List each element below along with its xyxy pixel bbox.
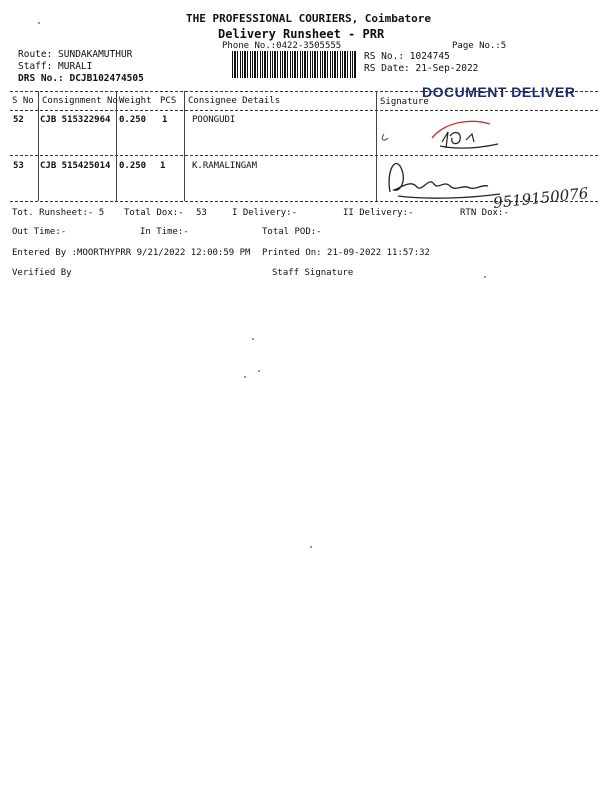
row-pcs: 1: [162, 115, 168, 125]
rtn-dox: RTN Dox:-: [460, 208, 509, 218]
column-header-pcs: PCS: [160, 96, 177, 106]
total-runsheet: Tot. Runsheet:- 5: [12, 208, 105, 218]
row-weight: 0.250: [119, 161, 147, 171]
row-pcs: 1: [160, 161, 166, 171]
staff-signature: Staff Signature: [272, 268, 354, 278]
scan-speck: [38, 22, 40, 24]
scan-speck: [252, 338, 254, 340]
row-consignment: CJB 515425014: [40, 161, 111, 171]
row-sno: 52: [13, 115, 24, 125]
staff: Staff: MURALI: [18, 61, 93, 72]
column-divider: [116, 91, 117, 201]
scan-speck: [310, 546, 312, 548]
company-name: THE PROFESSIONAL COURIERS, Coimbatore: [186, 12, 432, 25]
barcode: [232, 51, 357, 78]
tick-mark: [382, 134, 388, 140]
column-divider: [184, 91, 185, 201]
column-divider: [38, 91, 39, 201]
phone-number: Phone No.:0422-3505555: [222, 41, 342, 51]
entered-by: Entered By :MOORTHYPRR 9/21/2022 12:00:59 PM: [12, 248, 251, 258]
printed-on: Printed On: 21-09-2022 11:57:32: [262, 248, 430, 258]
column-header-consignment: Consignment No: [42, 96, 118, 106]
row-consignee: K.RAMALINGAM: [192, 161, 258, 171]
verified-by: Verified By: [12, 268, 72, 278]
red-ink-stroke: [432, 121, 490, 138]
scan-speck: [244, 376, 246, 378]
document-delivered-stamp: DOCUMENT DELIVER: [422, 84, 576, 100]
row-weight: 0.250: [119, 115, 147, 125]
total-dox-label: Total Dox:-: [124, 208, 184, 218]
row-consignment: CJB 515322964: [40, 115, 111, 125]
column-header-consignee: Consignee Details: [188, 96, 281, 106]
column-header-sno: S No: [12, 96, 34, 106]
column-header-signature: Signature: [380, 97, 429, 107]
page-number: Page No.:5: [452, 41, 507, 51]
drs-number: DRS No.: DCJB102474505: [18, 73, 144, 84]
scan-speck: [258, 370, 260, 372]
out-time: Out Time:-: [12, 227, 67, 237]
in-time: In Time:-: [140, 227, 189, 237]
signature-ramalingam: [389, 164, 500, 199]
i-delivery: I Delivery:-: [232, 208, 298, 218]
row-consignee: POONGUDI: [192, 115, 236, 125]
total-pod: Total POD:-: [262, 227, 322, 237]
rs-number: RS No.: 1024745: [364, 51, 450, 62]
total-dox-value: 53: [196, 208, 207, 218]
column-header-weight: Weight: [119, 96, 152, 106]
route: Route: SUNDAKAMUTHUR: [18, 49, 133, 60]
scan-speck: [484, 276, 486, 278]
row-sno: 53: [13, 161, 24, 171]
handwritten-phone-number: 9519150076: [492, 184, 590, 212]
signature-poongudi: [440, 132, 498, 148]
ii-delivery: II Delivery:-: [343, 208, 414, 218]
rs-date: RS Date: 21-Sep-2022: [364, 63, 479, 74]
document-title: Delivery Runsheet - PRR: [218, 27, 385, 41]
